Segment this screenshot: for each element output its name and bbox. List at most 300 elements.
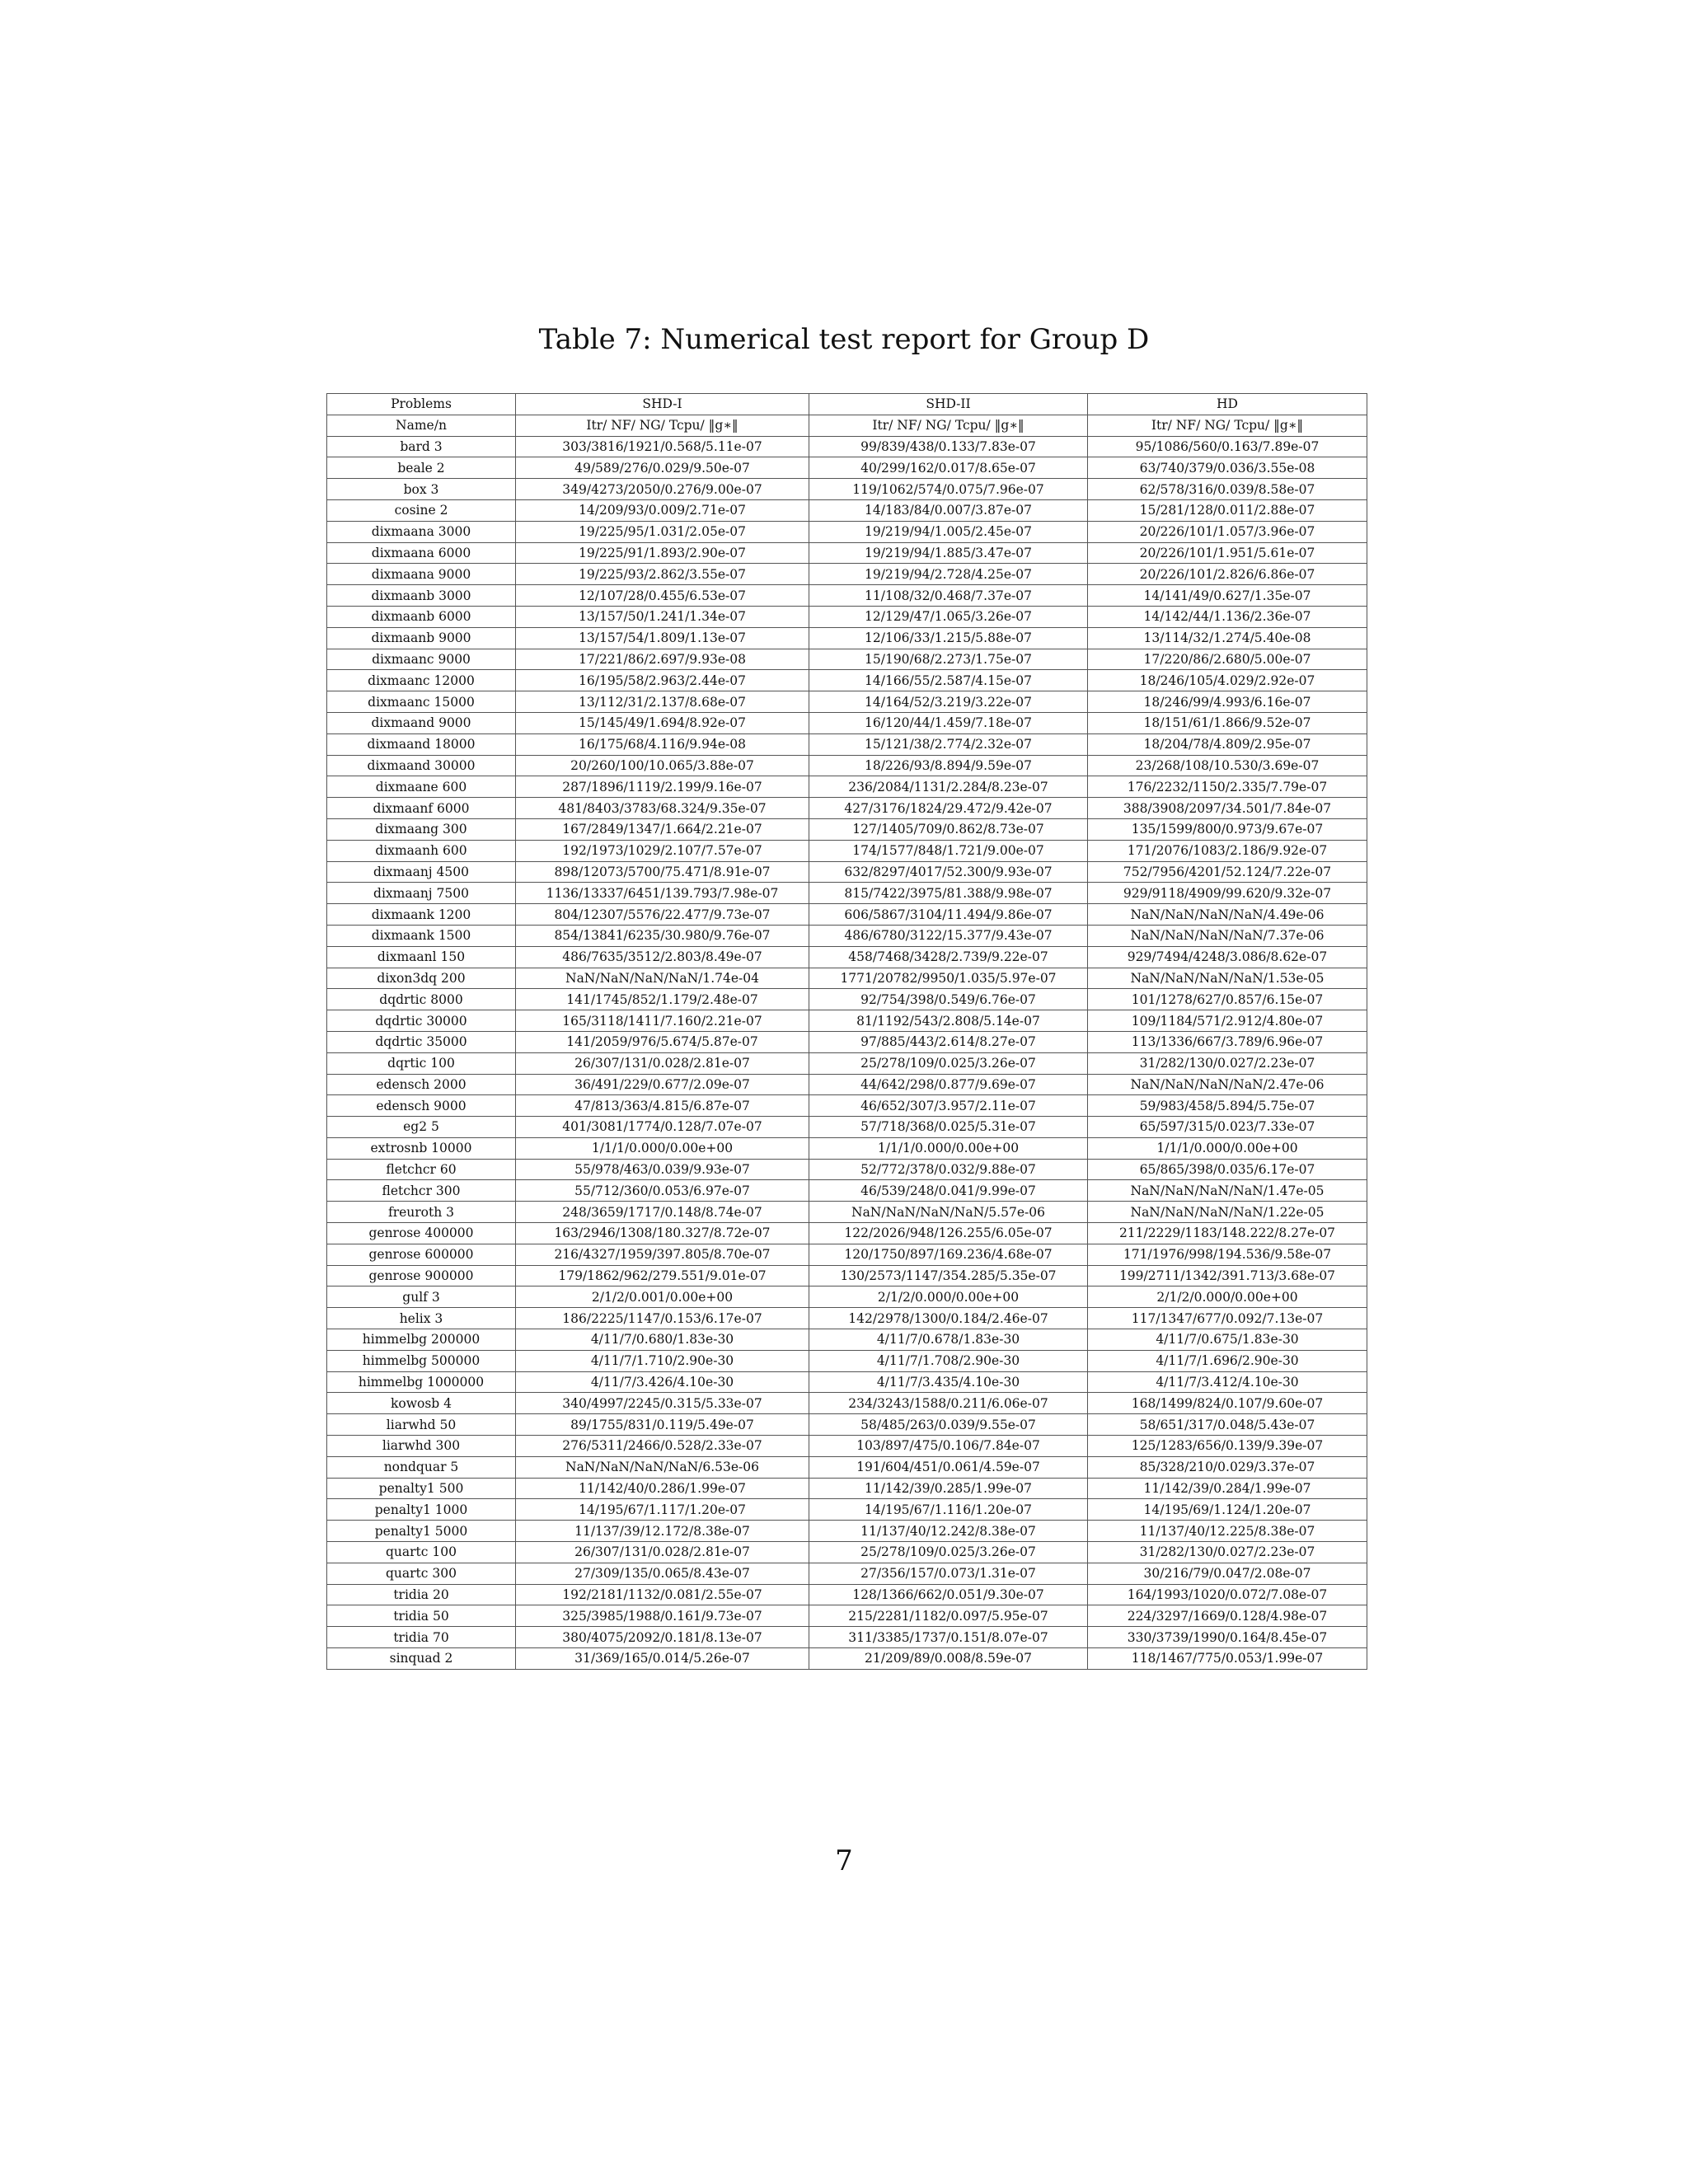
shd-i-cell: 141/1745/852/1.179/2.48e-07 [516, 989, 809, 1010]
shd-ii-cell: 119/1062/574/0.075/7.96e-07 [809, 479, 1088, 500]
hd-cell: 752/7956/4201/52.124/7.22e-07 [1088, 861, 1367, 883]
shd-i-cell: 141/2059/976/5.674/5.87e-07 [516, 1031, 809, 1052]
problem-name-cell: tridia 20 [327, 1584, 516, 1605]
header-shd-i: SHD-I [516, 394, 809, 415]
table-row [327, 1584, 1367, 1605]
hd-cell: 14/195/69/1.124/1.20e-07 [1088, 1499, 1367, 1521]
shd-i-cell: 349/4273/2050/0.276/9.00e-07 [516, 479, 809, 500]
hd-cell: NaN/NaN/NaN/NaN/4.49e-06 [1088, 904, 1367, 926]
shd-i-cell: 248/3659/1717/0.148/8.74e-07 [516, 1202, 809, 1223]
table-row [327, 883, 1367, 904]
shd-ii-cell: 120/1750/897/169.236/4.68e-07 [809, 1244, 1088, 1265]
shd-i-cell: 898/12073/5700/75.471/8.91e-07 [516, 861, 809, 883]
table-row [327, 712, 1367, 733]
table-row [327, 1159, 1367, 1180]
problem-name-cell: dixmaanb 9000 [327, 627, 516, 649]
shd-ii-cell: 130/2573/1147/354.285/5.35e-07 [809, 1265, 1088, 1286]
hd-cell: 330/3739/1990/0.164/8.45e-07 [1088, 1627, 1367, 1648]
shd-ii-cell: 4/11/7/3.435/4.10e-30 [809, 1371, 1088, 1393]
shd-ii-cell: 27/356/157/0.073/1.31e-07 [809, 1563, 1088, 1584]
table-row [327, 798, 1367, 819]
shd-i-cell: 13/157/54/1.809/1.13e-07 [516, 627, 809, 649]
shd-ii-cell: 815/7422/3975/81.388/9.98e-07 [809, 883, 1088, 904]
shd-i-cell: 276/5311/2466/0.528/2.33e-07 [516, 1436, 809, 1457]
hd-cell: 2/1/2/0.000/0.00e+00 [1088, 1286, 1367, 1308]
hd-cell: 15/281/128/0.011/2.88e-07 [1088, 499, 1367, 521]
header-row-groups [327, 394, 1367, 415]
shd-ii-cell: 58/485/263/0.039/9.55e-07 [809, 1414, 1088, 1436]
table-row [327, 1010, 1367, 1032]
shd-i-cell: 287/1896/1119/2.199/9.16e-07 [516, 776, 809, 798]
shd-ii-cell: 128/1366/662/0.051/9.30e-07 [809, 1584, 1088, 1605]
hd-cell: 95/1086/560/0.163/7.89e-07 [1088, 436, 1367, 457]
hd-cell: 171/2076/1083/2.186/9.92e-07 [1088, 840, 1367, 861]
problem-name-cell: box 3 [327, 479, 516, 500]
hd-cell: 58/651/317/0.048/5.43e-07 [1088, 1414, 1367, 1436]
shd-i-cell: 16/175/68/4.116/9.94e-08 [516, 733, 809, 755]
shd-i-cell: 16/195/58/2.963/2.44e-07 [516, 670, 809, 691]
shd-i-cell: NaN/NaN/NaN/NaN/1.74e-04 [516, 968, 809, 989]
shd-ii-cell: 57/718/368/0.025/5.31e-07 [809, 1117, 1088, 1138]
table-row [327, 1414, 1367, 1436]
table-row [327, 1478, 1367, 1499]
table-caption: Table 7: Numerical test report for Group D [538, 323, 1150, 356]
hd-cell: 4/11/7/1.696/2.90e-30 [1088, 1350, 1367, 1371]
problem-name-cell: tridia 70 [327, 1627, 516, 1648]
shd-i-cell: 1136/13337/6451/139.793/7.98e-07 [516, 883, 809, 904]
hd-cell: NaN/NaN/NaN/NaN/7.37e-06 [1088, 925, 1367, 946]
shd-ii-cell: 14/164/52/3.219/3.22e-07 [809, 691, 1088, 713]
problem-name-cell: kowosb 4 [327, 1393, 516, 1414]
table-row [327, 1095, 1367, 1117]
hd-cell: 125/1283/656/0.139/9.39e-07 [1088, 1436, 1367, 1457]
shd-i-cell: 11/137/39/12.172/8.38e-07 [516, 1521, 809, 1542]
shd-ii-cell: 15/190/68/2.273/1.75e-07 [809, 649, 1088, 670]
hd-cell: 11/137/40/12.225/8.38e-07 [1088, 1521, 1367, 1542]
shd-ii-cell: 81/1192/543/2.808/5.14e-07 [809, 1010, 1088, 1032]
table-row [327, 1031, 1367, 1052]
shd-i-cell: 163/2946/1308/180.327/8.72e-07 [516, 1223, 809, 1244]
table-row [327, 1137, 1367, 1159]
hd-cell: NaN/NaN/NaN/NaN/1.53e-05 [1088, 968, 1367, 989]
hd-cell: 135/1599/800/0.973/9.67e-07 [1088, 818, 1367, 840]
shd-i-cell: 20/260/100/10.065/3.88e-07 [516, 755, 809, 776]
problem-name-cell: dixmaanh 600 [327, 840, 516, 861]
problem-name-cell: dixmaana 3000 [327, 521, 516, 542]
shd-ii-cell: 606/5867/3104/11.494/9.86e-07 [809, 904, 1088, 926]
hd-cell: NaN/NaN/NaN/NaN/1.47e-05 [1088, 1180, 1367, 1202]
problem-name-cell: dixmaand 9000 [327, 712, 516, 733]
hd-cell: 211/2229/1183/148.222/8.27e-07 [1088, 1223, 1367, 1244]
hd-cell: 20/226/101/2.826/6.86e-07 [1088, 564, 1367, 585]
table-row [327, 755, 1367, 776]
table-row [327, 542, 1367, 564]
problem-name-cell: liarwhd 300 [327, 1436, 516, 1457]
shd-i-cell: 14/209/93/0.009/2.71e-07 [516, 499, 809, 521]
shd-i-cell: 4/11/7/0.680/1.83e-30 [516, 1329, 809, 1351]
shd-i-cell: 192/2181/1132/0.081/2.55e-07 [516, 1584, 809, 1605]
shd-i-cell: 55/712/360/0.053/6.97e-07 [516, 1180, 809, 1202]
shd-i-cell: 14/195/67/1.117/1.20e-07 [516, 1499, 809, 1521]
table-row [327, 457, 1367, 479]
problem-name-cell: dqdrtic 35000 [327, 1031, 516, 1052]
shd-ii-cell: 632/8297/4017/52.300/9.93e-07 [809, 861, 1088, 883]
problem-name-cell: dixmaana 6000 [327, 542, 516, 564]
problem-name-cell: dixmaang 300 [327, 818, 516, 840]
problem-name-cell: penalty1 5000 [327, 1521, 516, 1542]
header-metrics-hd: Itr/ NF/ NG/ Tcpu/ ‖g∗‖ [1088, 415, 1367, 436]
table-row [327, 840, 1367, 861]
shd-i-cell: 481/8403/3783/68.324/9.35e-07 [516, 798, 809, 819]
problem-name-cell: gulf 3 [327, 1286, 516, 1308]
shd-i-cell: 19/225/91/1.893/2.90e-07 [516, 542, 809, 564]
shd-i-cell: 47/813/363/4.815/6.87e-07 [516, 1095, 809, 1117]
problem-name-cell: freuroth 3 [327, 1202, 516, 1223]
problem-name-cell: dixmaanj 4500 [327, 861, 516, 883]
page-number: 7 [835, 1844, 853, 1877]
problem-name-cell: sinquad 2 [327, 1648, 516, 1670]
shd-ii-cell: 427/3176/1824/29.472/9.42e-07 [809, 798, 1088, 819]
hd-cell: 59/983/458/5.894/5.75e-07 [1088, 1095, 1367, 1117]
header-metrics-shd-ii: Itr/ NF/ NG/ Tcpu/ ‖g∗‖ [809, 415, 1088, 436]
problem-name-cell: edensch 2000 [327, 1074, 516, 1095]
shd-ii-cell: 11/137/40/12.242/8.38e-07 [809, 1521, 1088, 1542]
hd-cell: 11/142/39/0.284/1.99e-07 [1088, 1478, 1367, 1499]
problem-name-cell: nondquar 5 [327, 1456, 516, 1478]
table-row [327, 1521, 1367, 1542]
hd-cell: 199/2711/1342/391.713/3.68e-07 [1088, 1265, 1367, 1286]
shd-ii-cell: 127/1405/709/0.862/8.73e-07 [809, 818, 1088, 840]
shd-ii-cell: 25/278/109/0.025/3.26e-07 [809, 1542, 1088, 1563]
shd-ii-cell: 234/3243/1588/0.211/6.06e-07 [809, 1393, 1088, 1414]
table-row [327, 968, 1367, 989]
hd-cell: 118/1467/775/0.053/1.99e-07 [1088, 1648, 1367, 1670]
hd-cell: 13/114/32/1.274/5.40e-08 [1088, 627, 1367, 649]
shd-i-cell: 26/307/131/0.028/2.81e-07 [516, 1542, 809, 1563]
problem-name-cell: eg2 5 [327, 1117, 516, 1138]
hd-cell: 63/740/379/0.036/3.55e-08 [1088, 457, 1367, 479]
shd-ii-cell: 103/897/475/0.106/7.84e-07 [809, 1436, 1088, 1457]
hd-cell: 164/1993/1020/0.072/7.08e-07 [1088, 1584, 1367, 1605]
hd-cell: NaN/NaN/NaN/NaN/1.22e-05 [1088, 1202, 1367, 1223]
table-row [327, 1286, 1367, 1308]
shd-ii-cell: 19/219/94/1.005/2.45e-07 [809, 521, 1088, 542]
shd-i-cell: 380/4075/2092/0.181/8.13e-07 [516, 1627, 809, 1648]
shd-ii-cell: 174/1577/848/1.721/9.00e-07 [809, 840, 1088, 861]
table-row [327, 1244, 1367, 1265]
table-row [327, 1456, 1367, 1478]
table-row [327, 861, 1367, 883]
shd-i-cell: 192/1973/1029/2.107/7.57e-07 [516, 840, 809, 861]
problem-name-cell: edensch 9000 [327, 1095, 516, 1117]
shd-ii-cell: 21/209/89/0.008/8.59e-07 [809, 1648, 1088, 1670]
shd-ii-cell: 15/121/38/2.774/2.32e-07 [809, 733, 1088, 755]
shd-ii-cell: NaN/NaN/NaN/NaN/5.57e-06 [809, 1202, 1088, 1223]
problem-name-cell: dixmaand 18000 [327, 733, 516, 755]
shd-ii-cell: 14/183/84/0.007/3.87e-07 [809, 499, 1088, 521]
hd-cell: 18/204/78/4.809/2.95e-07 [1088, 733, 1367, 755]
hd-cell: 31/282/130/0.027/2.23e-07 [1088, 1542, 1367, 1563]
problem-name-cell: dixmaanj 7500 [327, 883, 516, 904]
shd-i-cell: 2/1/2/0.001/0.00e+00 [516, 1286, 809, 1308]
shd-i-cell: 4/11/7/3.426/4.10e-30 [516, 1371, 809, 1393]
problem-name-cell: dixmaand 30000 [327, 755, 516, 776]
problem-name-cell: himmelbg 1000000 [327, 1371, 516, 1393]
shd-ii-cell: 122/2026/948/126.255/6.05e-07 [809, 1223, 1088, 1244]
shd-ii-cell: 458/7468/3428/2.739/9.22e-07 [809, 946, 1088, 968]
hd-cell: 65/865/398/0.035/6.17e-07 [1088, 1159, 1367, 1180]
problem-name-cell: dixmaane 600 [327, 776, 516, 798]
hd-cell: 18/246/105/4.029/2.92e-07 [1088, 670, 1367, 691]
shd-ii-cell: 11/108/32/0.468/7.37e-07 [809, 585, 1088, 607]
problem-name-cell: fletchcr 300 [327, 1180, 516, 1202]
problem-name-cell: liarwhd 50 [327, 1414, 516, 1436]
problem-name-cell: dixmaanb 3000 [327, 585, 516, 607]
shd-i-cell: 216/4327/1959/397.805/8.70e-07 [516, 1244, 809, 1265]
hd-cell: 171/1976/998/194.536/9.58e-07 [1088, 1244, 1367, 1265]
hd-cell: 929/7494/4248/3.086/8.62e-07 [1088, 946, 1367, 968]
shd-i-cell: 4/11/7/1.710/2.90e-30 [516, 1350, 809, 1371]
shd-i-cell: 303/3816/1921/0.568/5.11e-07 [516, 436, 809, 457]
hd-cell: 176/2232/1150/2.335/7.79e-07 [1088, 776, 1367, 798]
shd-i-cell: 325/3985/1988/0.161/9.73e-07 [516, 1605, 809, 1627]
hd-cell: 117/1347/677/0.092/7.13e-07 [1088, 1308, 1367, 1329]
shd-ii-cell: 215/2281/1182/0.097/5.95e-07 [809, 1605, 1088, 1627]
shd-ii-cell: 486/6780/3122/15.377/9.43e-07 [809, 925, 1088, 946]
hd-cell: 224/3297/1669/0.128/4.98e-07 [1088, 1605, 1367, 1627]
problem-name-cell: dixon3dq 200 [327, 968, 516, 989]
problem-name-cell: bard 3 [327, 436, 516, 457]
shd-i-cell: 804/12307/5576/22.477/9.73e-07 [516, 904, 809, 926]
shd-ii-cell: 18/226/93/8.894/9.59e-07 [809, 755, 1088, 776]
shd-i-cell: 186/2225/1147/0.153/6.17e-07 [516, 1308, 809, 1329]
shd-i-cell: 854/13841/6235/30.980/9.76e-07 [516, 925, 809, 946]
table-row [327, 1393, 1367, 1414]
shd-ii-cell: 46/539/248/0.041/9.99e-07 [809, 1180, 1088, 1202]
shd-i-cell: 26/307/131/0.028/2.81e-07 [516, 1052, 809, 1074]
shd-ii-cell: 191/604/451/0.061/4.59e-07 [809, 1456, 1088, 1478]
hd-cell: 4/11/7/3.412/4.10e-30 [1088, 1371, 1367, 1393]
table-row [327, 1350, 1367, 1371]
hd-cell: 85/328/210/0.029/3.37e-07 [1088, 1456, 1367, 1478]
shd-i-cell: 27/309/135/0.065/8.43e-07 [516, 1563, 809, 1584]
shd-i-cell: 17/221/86/2.697/9.93e-08 [516, 649, 809, 670]
shd-i-cell: 486/7635/3512/2.803/8.49e-07 [516, 946, 809, 968]
shd-i-cell: 401/3081/1774/0.128/7.07e-07 [516, 1117, 809, 1138]
shd-ii-cell: 4/11/7/0.678/1.83e-30 [809, 1329, 1088, 1351]
table-row [327, 521, 1367, 542]
table-row [327, 1265, 1367, 1286]
problem-name-cell: dixmaana 9000 [327, 564, 516, 585]
shd-i-cell: 340/4997/2245/0.315/5.33e-07 [516, 1393, 809, 1414]
hd-cell: NaN/NaN/NaN/NaN/2.47e-06 [1088, 1074, 1367, 1095]
table-row [327, 691, 1367, 713]
shd-i-cell: 55/978/463/0.039/9.93e-07 [516, 1159, 809, 1180]
hd-cell: 113/1336/667/3.789/6.96e-07 [1088, 1031, 1367, 1052]
table-row [327, 989, 1367, 1010]
hd-cell: 30/216/79/0.047/2.08e-07 [1088, 1563, 1367, 1584]
shd-i-cell: 19/225/95/1.031/2.05e-07 [516, 521, 809, 542]
hd-cell: 1/1/1/0.000/0.00e+00 [1088, 1137, 1367, 1159]
header-hd: HD [1088, 394, 1367, 415]
problem-name-cell: extrosnb 10000 [327, 1137, 516, 1159]
shd-i-cell: 1/1/1/0.000/0.00e+00 [516, 1137, 809, 1159]
table-row [327, 776, 1367, 798]
shd-i-cell: 36/491/229/0.677/2.09e-07 [516, 1074, 809, 1095]
shd-i-cell: 12/107/28/0.455/6.53e-07 [516, 585, 809, 607]
shd-ii-cell: 19/219/94/1.885/3.47e-07 [809, 542, 1088, 564]
table-row [327, 1627, 1367, 1648]
table-row [327, 627, 1367, 649]
table-row [327, 670, 1367, 691]
table-row [327, 585, 1367, 607]
shd-ii-cell: 311/3385/1737/0.151/8.07e-07 [809, 1627, 1088, 1648]
header-shd-ii: SHD-II [809, 394, 1088, 415]
problem-name-cell: dixmaanc 15000 [327, 691, 516, 713]
table-row [327, 436, 1367, 457]
table-row [327, 1605, 1367, 1627]
table-row [327, 1499, 1367, 1521]
problem-name-cell: fletchcr 60 [327, 1159, 516, 1180]
hd-cell: 31/282/130/0.027/2.23e-07 [1088, 1052, 1367, 1074]
table-row [327, 1117, 1367, 1138]
results-table [326, 393, 1367, 1670]
problem-name-cell: helix 3 [327, 1308, 516, 1329]
shd-ii-cell: 46/652/307/3.957/2.11e-07 [809, 1095, 1088, 1117]
shd-i-cell: NaN/NaN/NaN/NaN/6.53e-06 [516, 1456, 809, 1478]
table-row [327, 1648, 1367, 1670]
hd-cell: 23/268/108/10.530/3.69e-07 [1088, 755, 1367, 776]
hd-cell: 109/1184/571/2.912/4.80e-07 [1088, 1010, 1367, 1032]
table-row [327, 1371, 1367, 1393]
hd-cell: 18/151/61/1.866/9.52e-07 [1088, 712, 1367, 733]
shd-ii-cell: 2/1/2/0.000/0.00e+00 [809, 1286, 1088, 1308]
table-row [327, 499, 1367, 521]
problem-name-cell: dixmaanf 6000 [327, 798, 516, 819]
problem-name-cell: penalty1 500 [327, 1478, 516, 1499]
header-metrics-shd-i: Itr/ NF/ NG/ Tcpu/ ‖g∗‖ [516, 415, 809, 436]
table-row [327, 564, 1367, 585]
problem-name-cell: dixmaanl 150 [327, 946, 516, 968]
problem-name-cell: dixmaank 1500 [327, 925, 516, 946]
header-problems: Problems [327, 394, 516, 415]
problem-name-cell: himmelbg 200000 [327, 1329, 516, 1351]
problem-name-cell: quartc 100 [327, 1542, 516, 1563]
table-row [327, 1202, 1367, 1223]
table-row [327, 946, 1367, 968]
hd-cell: 4/11/7/0.675/1.83e-30 [1088, 1329, 1367, 1351]
hd-cell: 20/226/101/1.057/3.96e-07 [1088, 521, 1367, 542]
table-row [327, 1223, 1367, 1244]
problem-name-cell: dqdrtic 8000 [327, 989, 516, 1010]
table-row [327, 818, 1367, 840]
hd-cell: 62/578/316/0.039/8.58e-07 [1088, 479, 1367, 500]
shd-ii-cell: 14/166/55/2.587/4.15e-07 [809, 670, 1088, 691]
shd-i-cell: 31/369/165/0.014/5.26e-07 [516, 1648, 809, 1670]
shd-i-cell: 167/2849/1347/1.664/2.21e-07 [516, 818, 809, 840]
table-row [327, 479, 1367, 500]
hd-cell: 18/246/99/4.993/6.16e-07 [1088, 691, 1367, 713]
table-row [327, 1074, 1367, 1095]
shd-ii-cell: 52/772/378/0.032/9.88e-07 [809, 1159, 1088, 1180]
shd-i-cell: 89/1755/831/0.119/5.49e-07 [516, 1414, 809, 1436]
shd-ii-cell: 14/195/67/1.116/1.20e-07 [809, 1499, 1088, 1521]
shd-ii-cell: 236/2084/1131/2.284/8.23e-07 [809, 776, 1088, 798]
header-row-sub [327, 415, 1367, 436]
shd-i-cell: 13/112/31/2.137/8.68e-07 [516, 691, 809, 713]
hd-cell: 20/226/101/1.951/5.61e-07 [1088, 542, 1367, 564]
table-row [327, 904, 1367, 926]
shd-ii-cell: 12/129/47/1.065/3.26e-07 [809, 606, 1088, 627]
shd-ii-cell: 4/11/7/1.708/2.90e-30 [809, 1350, 1088, 1371]
shd-ii-cell: 1771/20782/9950/1.035/5.97e-07 [809, 968, 1088, 989]
problem-name-cell: genrose 900000 [327, 1265, 516, 1286]
table-row [327, 649, 1367, 670]
table-body [327, 436, 1367, 1669]
problem-name-cell: genrose 400000 [327, 1223, 516, 1244]
shd-ii-cell: 25/278/109/0.025/3.26e-07 [809, 1052, 1088, 1074]
header-name-n: Name/n [327, 415, 516, 436]
problem-name-cell: dixmaanc 9000 [327, 649, 516, 670]
hd-cell: 388/3908/2097/34.501/7.84e-07 [1088, 798, 1367, 819]
problem-name-cell: cosine 2 [327, 499, 516, 521]
table-row [327, 1052, 1367, 1074]
shd-ii-cell: 142/2978/1300/0.184/2.46e-07 [809, 1308, 1088, 1329]
hd-cell: 65/597/315/0.023/7.33e-07 [1088, 1117, 1367, 1138]
table-row [327, 1563, 1367, 1584]
problem-name-cell: beale 2 [327, 457, 516, 479]
hd-cell: 14/141/49/0.627/1.35e-07 [1088, 585, 1367, 607]
shd-ii-cell: 11/142/39/0.285/1.99e-07 [809, 1478, 1088, 1499]
shd-ii-cell: 99/839/438/0.133/7.83e-07 [809, 436, 1088, 457]
problem-name-cell: penalty1 1000 [327, 1499, 516, 1521]
problem-name-cell: quartc 300 [327, 1563, 516, 1584]
shd-ii-cell: 19/219/94/2.728/4.25e-07 [809, 564, 1088, 585]
shd-i-cell: 15/145/49/1.694/8.92e-07 [516, 712, 809, 733]
problem-name-cell: dqrtic 100 [327, 1052, 516, 1074]
table-row [327, 1542, 1367, 1563]
shd-ii-cell: 12/106/33/1.215/5.88e-07 [809, 627, 1088, 649]
hd-cell: 929/9118/4909/99.620/9.32e-07 [1088, 883, 1367, 904]
shd-i-cell: 11/142/40/0.286/1.99e-07 [516, 1478, 809, 1499]
shd-i-cell: 19/225/93/2.862/3.55e-07 [516, 564, 809, 585]
problem-name-cell: dixmaank 1200 [327, 904, 516, 926]
table-row [327, 606, 1367, 627]
hd-cell: 14/142/44/1.136/2.36e-07 [1088, 606, 1367, 627]
shd-ii-cell: 40/299/162/0.017/8.65e-07 [809, 457, 1088, 479]
table-row [327, 1308, 1367, 1329]
shd-ii-cell: 97/885/443/2.614/8.27e-07 [809, 1031, 1088, 1052]
shd-i-cell: 13/157/50/1.241/1.34e-07 [516, 606, 809, 627]
problem-name-cell: dqdrtic 30000 [327, 1010, 516, 1032]
problem-name-cell: dixmaanb 6000 [327, 606, 516, 627]
shd-i-cell: 179/1862/962/279.551/9.01e-07 [516, 1265, 809, 1286]
table-row [327, 1436, 1367, 1457]
shd-ii-cell: 1/1/1/0.000/0.00e+00 [809, 1137, 1088, 1159]
hd-cell: 168/1499/824/0.107/9.60e-07 [1088, 1393, 1367, 1414]
hd-cell: 101/1278/627/0.857/6.15e-07 [1088, 989, 1367, 1010]
problem-name-cell: himmelbg 500000 [327, 1350, 516, 1371]
hd-cell: 17/220/86/2.680/5.00e-07 [1088, 649, 1367, 670]
shd-i-cell: 49/589/276/0.029/9.50e-07 [516, 457, 809, 479]
table-row [327, 1329, 1367, 1351]
shd-i-cell: 165/3118/1411/7.160/2.21e-07 [516, 1010, 809, 1032]
table-row [327, 1180, 1367, 1202]
table-row [327, 733, 1367, 755]
table-row [327, 925, 1367, 946]
problem-name-cell: tridia 50 [327, 1605, 516, 1627]
problem-name-cell: genrose 600000 [327, 1244, 516, 1265]
